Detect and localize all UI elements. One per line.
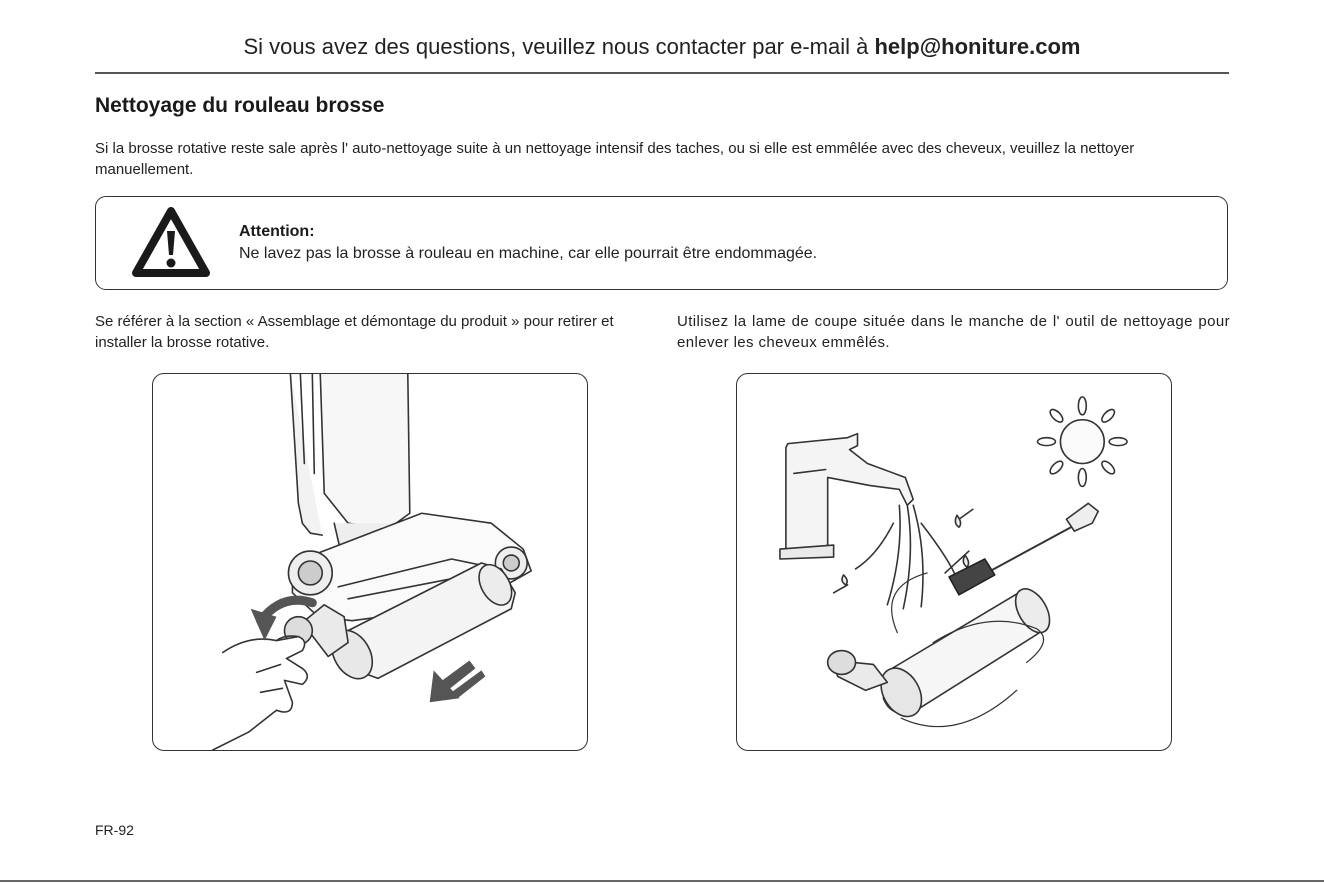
vacuum-brush-removal-drawing [153, 374, 587, 750]
brush-removal-illustration [152, 373, 588, 751]
warning-triangle-icon [130, 205, 212, 281]
header-divider [95, 72, 1229, 74]
contact-email[interactable]: help@honiture.com [874, 34, 1081, 59]
warning-title: Attention: [239, 223, 315, 240]
intro-paragraph: Si la brosse rotative reste sale après l' auto-nettoyage suite à un nettoyage intensif des taches, ou si elle est emmêlée avec des cheveux, veuillez la nettoyer manuellement. [95, 140, 1135, 178]
page-number: FR-92 [95, 822, 134, 838]
brush-cleaning-illustration [736, 373, 1172, 751]
right-instruction: Utilisez la lame de coupe située dans le manche de l' outil de nettoyage pour enlever les cheveux emmêlés. [677, 313, 1230, 351]
faucet-sun-roller-drawing [737, 374, 1171, 750]
warning-box [95, 196, 1228, 290]
section-title: Nettoyage du rouleau brosse [95, 94, 385, 117]
warning-text: Ne lavez pas la brosse à rouleau en machine, car elle pourrait être endommagée. [239, 245, 818, 262]
page-bottom-border [0, 880, 1324, 882]
contact-header [95, 32, 1229, 62]
contact-text: Si vous avez des questions, veuillez nous contacter par e-mail à [243, 34, 875, 59]
left-instruction: Se référer à la section « Assemblage et démontage du produit » pour retirer et installer la brosse rotative. [95, 313, 614, 351]
